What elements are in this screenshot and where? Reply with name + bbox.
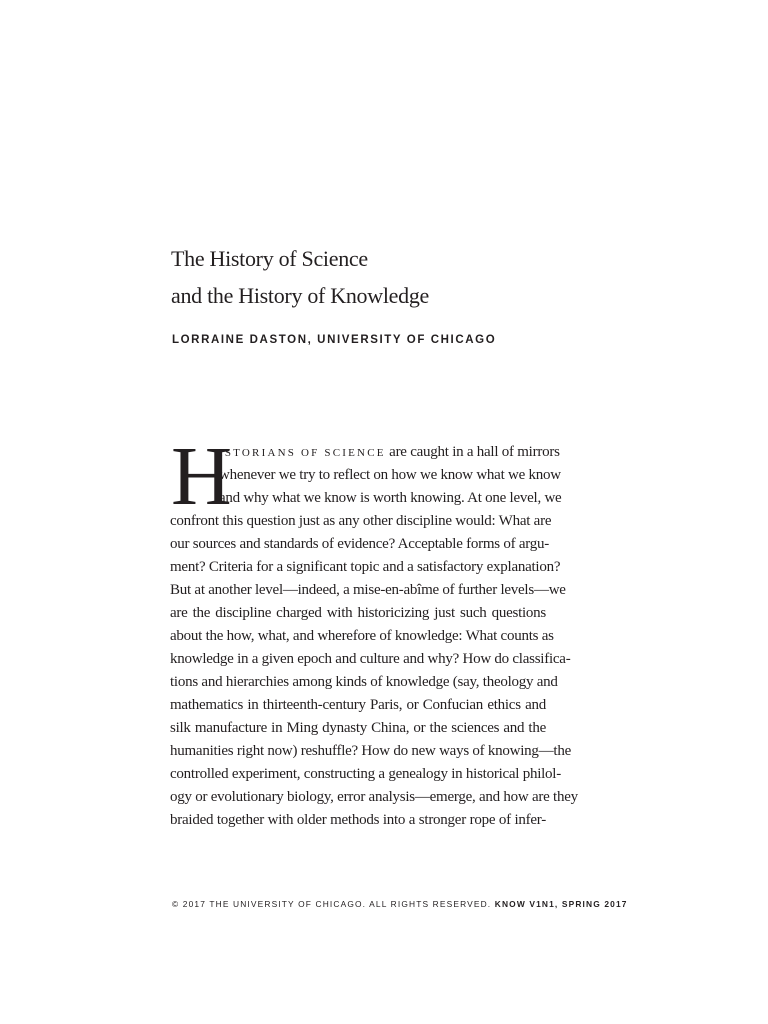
body-line: confront this question just as any other discipline would: What are bbox=[170, 513, 552, 529]
body-line: tions and hierarchies among kinds of knowledge (say, theology and bbox=[170, 674, 558, 690]
body-line: are the discipline charged with historicizing just such questions bbox=[170, 605, 546, 621]
body-line: mathematics in thirteenth-century Paris, or Confucian ethics and bbox=[170, 697, 546, 713]
body-line: braided together with older methods into a stronger rope of infer- bbox=[170, 812, 546, 828]
body-line: about the how, what, and wherefore of knowledge: What counts as bbox=[170, 628, 554, 644]
copyright-footer bbox=[172, 899, 628, 909]
opening-text: are caught in a hall of mirrors bbox=[385, 444, 560, 460]
drop-cap: H bbox=[171, 430, 232, 523]
journal-citation: KNOW V1N1, SPRING 2017 bbox=[494, 899, 628, 909]
title-line-1: The History of Science bbox=[171, 246, 368, 271]
body-line: our sources and standards of evidence? Acceptable forms of argu- bbox=[170, 536, 549, 552]
body-line: and why what we know is worth knowing. At one level, we bbox=[219, 490, 562, 506]
title-line-2: and the History of Knowledge bbox=[171, 283, 429, 308]
body-line: ment? Criteria for a significant topic and a satisfactory explanation? bbox=[170, 559, 561, 575]
body-line-first bbox=[219, 441, 560, 464]
copyright-text: © 2017 THE UNIVERSITY OF CHICAGO. ALL RIGHTS RESERVED. bbox=[172, 899, 492, 909]
body-line: humanities right now) reshuffle? How do new ways of knowing—the bbox=[170, 743, 571, 759]
body-line: But at another level—indeed, a mise-en-abîme of further levels—we bbox=[170, 582, 566, 598]
body-line: whenever we try to reflect on how we know what we know bbox=[219, 467, 561, 483]
body-line: knowledge in a given epoch and culture and why? How do classifica- bbox=[170, 651, 571, 667]
article-title bbox=[171, 240, 591, 314]
body-line: silk manufacture in Ming dynasty China, or the sciences and the bbox=[170, 720, 546, 736]
author-byline: LORRAINE DASTON, UNIVERSITY OF CHICAGO bbox=[172, 334, 497, 346]
body-line: ogy or evolutionary biology, error analysis—emerge, and how are they bbox=[170, 789, 578, 805]
body-line: controlled experiment, constructing a genealogy in historical philol- bbox=[170, 766, 561, 782]
opening-smallcaps: ISTORIANS OF SCIENCE bbox=[219, 447, 386, 459]
body-paragraph bbox=[170, 430, 578, 832]
